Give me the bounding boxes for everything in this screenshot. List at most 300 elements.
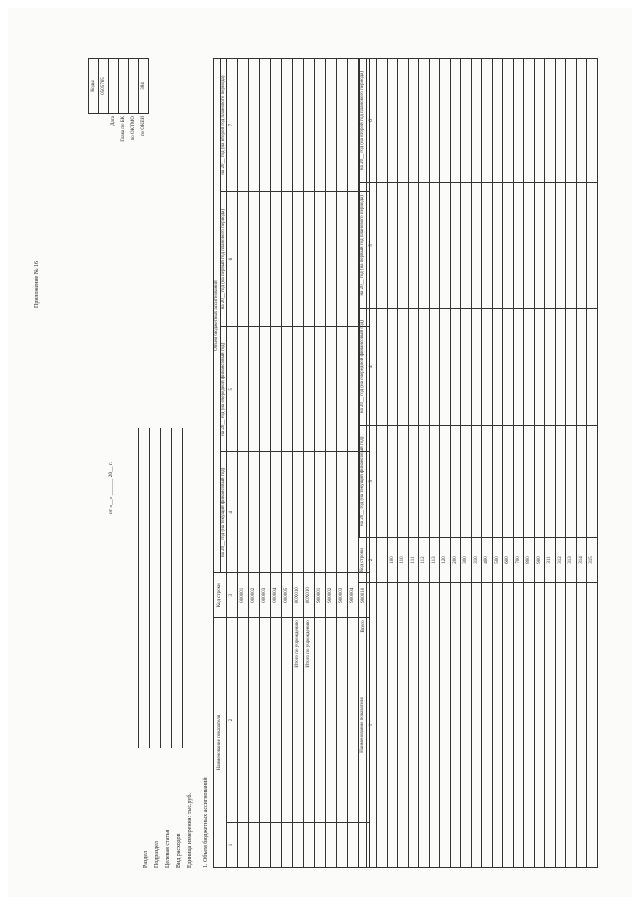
table-cell [408,183,419,309]
row-label [471,583,482,868]
table-cell [408,59,419,183]
table-cell [503,183,514,309]
table-cell [450,183,461,309]
table-cell [524,183,535,309]
table-cell [348,59,359,192]
table-cell [492,183,503,309]
table-row [419,59,430,868]
section2-table [358,58,598,868]
row-code: 000001 [238,573,249,618]
col-number: 4 [366,308,377,425]
col-header-year: на 20__ год (на текущий финансовый год) [360,425,367,537]
table-cell [238,452,249,573]
table-cell [576,308,587,425]
meta-label: Подраздел [154,841,161,868]
meta-field-line [175,428,183,748]
table-cell [293,59,304,192]
table-cell [377,425,388,537]
table-cell [471,59,482,183]
col-number: 5 [227,327,238,452]
units-label: Единица измерения: тыс.руб. [187,793,194,868]
row-code: 00X010 [293,573,304,618]
table-row [482,59,493,868]
table-cell [545,183,556,309]
row-label [282,618,293,823]
col-header-code: Код строки [214,573,227,618]
table-cell [482,308,493,425]
table-cell [555,425,566,537]
meta-field-line [164,428,172,748]
col-header-year: на 20__ год (на первый год планового периода) [360,183,367,309]
table-cell [513,425,524,537]
row-label [555,583,566,868]
table-row [492,59,503,868]
table-cell [408,425,419,537]
table-cell [440,59,451,183]
table-cell [315,452,326,573]
col-header-group: Объем бюджетных ассигнований [214,59,221,573]
row-label [524,583,535,868]
table-cell [492,425,503,537]
col-number: 6 [366,59,377,183]
table-row [260,59,271,868]
table-cell [429,183,440,309]
table-cell [348,823,359,868]
table-cell [450,308,461,425]
row-label [566,583,577,868]
codes-value: 0505765 [99,59,109,114]
row-code: 311 [545,538,556,583]
table-row [503,59,514,868]
table-row [450,59,461,868]
table-row [377,59,388,868]
table-cell [249,823,260,868]
table-cell [326,327,337,452]
table-cell [576,59,587,183]
row-code: 400 [482,538,493,583]
table-cell [408,308,419,425]
table-cell [282,59,293,192]
section1-title: 1. Объем бюджетных ассигнований [203,777,209,868]
table-cell [271,452,282,573]
table-cell [260,59,271,192]
meta-row [172,428,183,868]
rotated-form [28,38,628,888]
col-number: 3 [366,425,377,537]
table-cell [482,183,493,309]
table-cell [524,59,535,183]
table-cell [238,823,249,868]
row-code [377,538,388,583]
table-cell [429,308,440,425]
table-row [545,59,556,868]
table-cell [387,308,398,425]
table-cell [555,59,566,183]
row-label [337,618,348,823]
table-cell [238,192,249,327]
table-cell [282,192,293,327]
col-header-name: Наименование показателя [214,618,227,868]
table-cell [271,327,282,452]
col-number: 1 [227,823,238,868]
table-cell [293,327,304,452]
table-cell [315,327,326,452]
table-row [326,59,337,868]
table-row [293,59,304,868]
col-header-year: на 20__ год (на второй год планового периода) [360,59,367,183]
row-label [398,583,409,868]
table-cell [377,308,388,425]
row-code: 200 [450,538,461,583]
table-cell [282,327,293,452]
table-cell [419,183,430,309]
table-cell [461,183,472,309]
row-label [534,583,545,868]
row-label: Всего [359,618,370,823]
row-label [440,583,451,868]
table-cell [348,327,359,452]
meta-field-line [142,428,150,748]
table-cell [555,308,566,425]
table-cell [513,308,524,425]
row-label [503,583,514,868]
table-row [408,59,419,868]
meta-row [150,428,161,868]
codes-header: Коды [89,59,99,114]
table-row [271,59,282,868]
table-cell [249,59,260,192]
table-row [249,59,260,868]
table-cell [461,59,472,183]
meta-label: Целевая статья [165,829,172,868]
col-header-code: Код строки [359,538,367,583]
table-cell [293,823,304,868]
table-cell [503,425,514,537]
col-header-year: на 20__ год (на очередной финансовый год) [360,308,367,425]
table-cell [566,183,577,309]
row-code: 110 [398,538,409,583]
table-cell [461,425,472,537]
row-code: 500 [492,538,503,583]
table-cell [440,308,451,425]
row-code: 112 [419,538,430,583]
row-label [482,583,493,868]
table-cell [337,59,348,192]
row-code: 120 [440,538,451,583]
row-label [461,583,472,868]
col-header-year: на 20__ год (на очередной финансовый год) [220,327,227,452]
table-cell [260,452,271,573]
col-number: 1 [366,583,377,868]
table-cell [587,308,598,425]
row-label [387,583,398,868]
row-code: 300 [461,538,472,583]
table-cell [534,183,545,309]
table-cell [387,425,398,537]
table-cell [503,308,514,425]
table-row [348,59,359,868]
scanned-page [8,8,632,897]
table-row [429,59,440,868]
table-cell [587,183,598,309]
table-cell [377,183,388,309]
table-cell [326,452,337,573]
row-code: 000002 [249,573,260,618]
codes-key: по ОКТМО [130,116,136,141]
meta-row [128,428,139,868]
table-cell [326,823,337,868]
table-cell [304,452,315,573]
table-cell [249,452,260,573]
table-cell [576,425,587,537]
units-row [183,428,194,868]
codes-key: Дата [110,116,116,126]
col-number: 2 [366,538,377,583]
table-cell [471,308,482,425]
table-cell [315,59,326,192]
table-row [587,59,598,868]
table-cell [492,308,503,425]
meta-label: Вид расходов [176,833,183,868]
table-cell [513,59,524,183]
table-cell [260,823,271,868]
row-label [238,618,249,823]
table-cell [471,425,482,537]
table-cell [315,823,326,868]
appendix-number: Приложение № 16 [34,261,40,308]
table-cell [304,59,315,192]
col-header-year: на 20__ год (на первый год планового периода) [220,192,227,327]
table-cell [461,308,472,425]
codes-key [89,114,99,199]
table-cell [440,425,451,537]
table-cell [566,59,577,183]
table-cell [387,59,398,183]
row-label [545,583,556,868]
col-header-name: Наименование показателя [359,583,367,868]
row-label [271,618,282,823]
table-cell [545,425,556,537]
codes-value: 384 [139,59,149,114]
table-cell [387,183,398,309]
table-cell [534,425,545,537]
table-cell [534,308,545,425]
appendix-header [34,58,42,308]
col-number: 2 [227,618,238,823]
table-cell [348,452,359,573]
row-code: 000004 [271,573,282,618]
table-cell [419,308,430,425]
table-cell [337,823,348,868]
row-code: 800 [524,538,535,583]
meta-field-line [153,428,161,748]
row-code: 000003 [260,573,271,618]
table-cell [304,192,315,327]
table-cell [524,308,535,425]
table-row [461,59,472,868]
row-code: 313 [566,538,577,583]
table-cell [566,425,577,537]
table-cell [249,327,260,452]
row-label [315,618,326,823]
row-label [326,618,337,823]
document-date: от «__» ______ 20__ г. [108,461,114,515]
table-cell [398,59,409,183]
table-cell [471,183,482,309]
table-row [566,59,577,868]
table-cell [555,183,566,309]
table-row [337,59,348,868]
table-cell [260,327,271,452]
row-code: 900004 [348,573,359,618]
table-cell [337,327,348,452]
row-code: 310 [471,538,482,583]
row-code: 312 [555,538,566,583]
table-row [238,59,249,868]
row-code: 314 [576,538,587,583]
row-code: 000005 [282,573,293,618]
row-label [513,583,524,868]
table-cell [337,192,348,327]
row-label [377,583,388,868]
row-code: 900 [534,538,545,583]
table-cell [587,425,598,537]
row-label [450,583,461,868]
table-cell [282,823,293,868]
table-cell [429,59,440,183]
row-code: 100 [387,538,398,583]
table-cell [271,192,282,327]
row-code: 111 [408,538,419,583]
row-label [408,583,419,868]
col-number: 7 [227,59,238,192]
col-number: 5 [366,183,377,309]
row-code: 315 [587,538,598,583]
table-cell [482,59,493,183]
table-cell [503,59,514,183]
table-cell [238,327,249,452]
table-row [387,59,398,868]
table-cell [377,59,388,183]
table-cell [513,183,524,309]
table-cell [326,192,337,327]
table-cell [326,59,337,192]
table-cell [429,425,440,537]
row-code: 900003 [337,573,348,618]
table-cell [398,183,409,309]
table-cell [293,192,304,327]
col-number: 3 [227,573,238,618]
table-cell [450,59,461,183]
table-cell [524,425,535,537]
row-code: 600 [503,538,514,583]
row-code: 700 [513,538,524,583]
row-label [587,583,598,868]
codes-value [129,59,139,114]
table-cell [419,425,430,537]
codes-key: Глава по БК [120,116,126,142]
table-cell [293,452,304,573]
table-cell [419,59,430,183]
table-cell [238,59,249,192]
section1-table [213,58,370,868]
meta-row [161,428,172,868]
table-cell [282,452,293,573]
table-row [315,59,326,868]
col-header-year: на 20__ год (на второй год планового периода) [220,59,227,192]
table-cell [271,59,282,192]
row-code: 900002 [326,573,337,618]
table-cell [576,183,587,309]
table-row [398,59,409,868]
table-row [576,59,587,868]
table-cell [440,183,451,309]
meta-label: Раздел [143,851,150,868]
row-label [348,618,359,823]
codes-table [88,58,149,198]
table-cell [398,308,409,425]
row-label [249,618,260,823]
row-code: 900010 [359,573,370,618]
table-row [524,59,535,868]
codes-key: по ОКЕИ [140,116,146,137]
row-label [429,583,440,868]
table-cell [271,823,282,868]
table-cell [492,59,503,183]
table-row [534,59,545,868]
table-cell [315,192,326,327]
table-cell [348,192,359,327]
row-code: 00X010 [304,573,315,618]
table-row [440,59,451,868]
table-row [555,59,566,868]
table-cell [566,308,577,425]
codes-value [109,59,119,114]
row-label: Итого по учреждению [293,618,304,823]
row-label [576,583,587,868]
table-cell [534,59,545,183]
row-code: 900001 [315,573,326,618]
row-label [260,618,271,823]
codes-value [119,59,129,114]
row-code: 113 [429,538,440,583]
table-cell [260,192,271,327]
table-cell [304,823,315,868]
meta-row [139,428,150,868]
table-cell [337,452,348,573]
col-header-year: на 20__ год (на текущий финансовый год) [220,452,227,573]
table-row [471,59,482,868]
meta-field-line [131,428,139,748]
table-row [513,59,524,868]
col-number: 4 [227,452,238,573]
table-cell [545,59,556,183]
table-cell [398,425,409,537]
row-label [419,583,430,868]
codes-box [88,58,149,198]
row-label [492,583,503,868]
table-cell [249,192,260,327]
table-cell [450,425,461,537]
table-cell [482,425,493,537]
table-row [304,59,315,868]
col-number: 6 [227,192,238,327]
table-row [282,59,293,868]
table-cell [587,59,598,183]
meta-fields [128,428,194,868]
table-cell [304,327,315,452]
codes-key [99,114,109,199]
